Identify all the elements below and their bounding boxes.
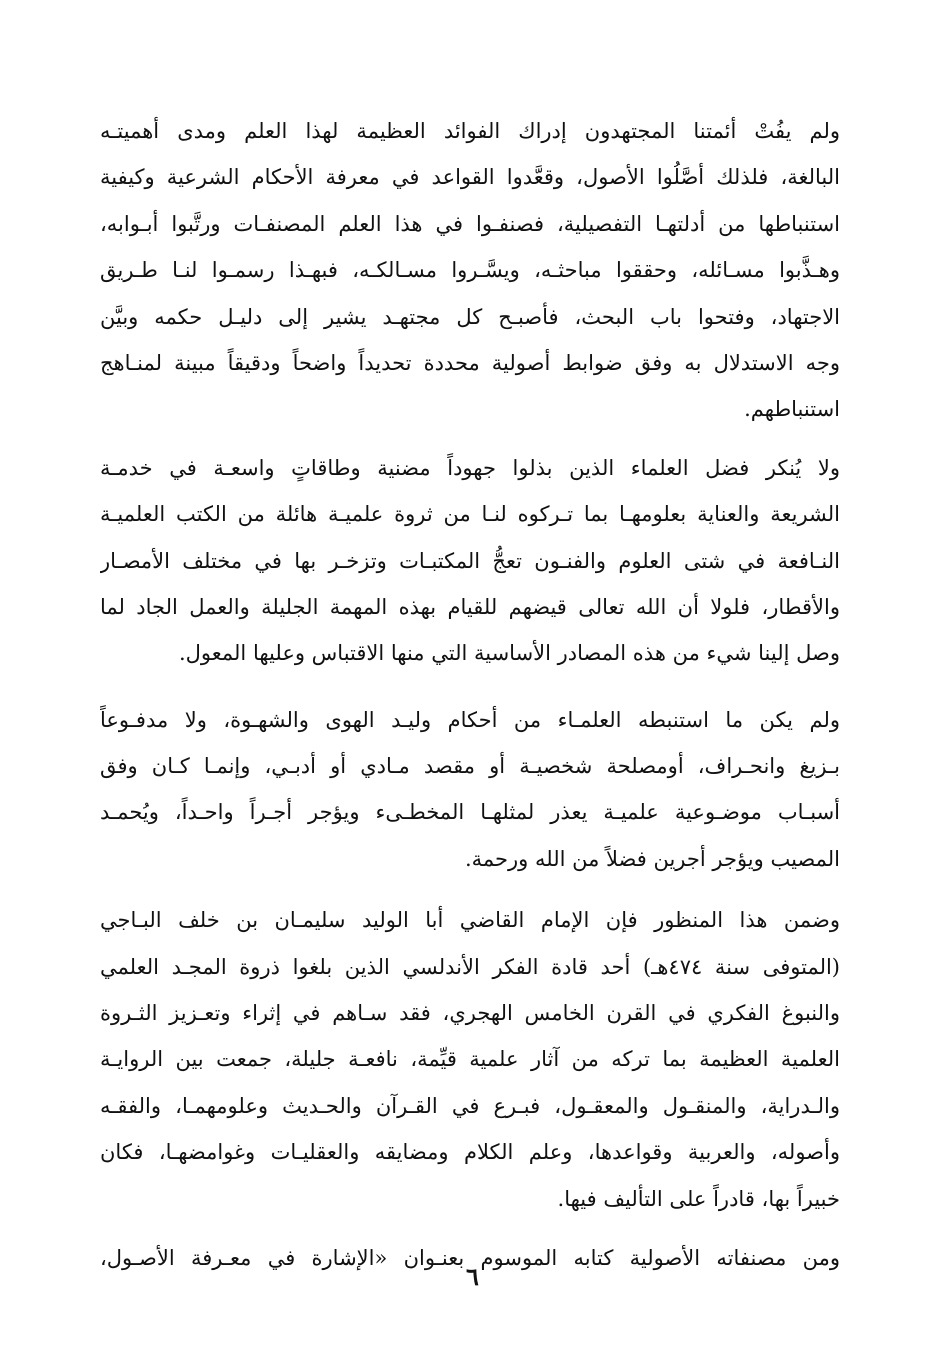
- text-line: استنباطهم.: [744, 397, 840, 422]
- text-line: استنباطها من أدلتهـا التفصيلية، فصنفـوا في هذا العلم المصنفـات ورتَّبوا أبـوابه،: [100, 211, 840, 236]
- paragraph-2: [100, 445, 840, 677]
- text-line: أسبـاب موضـوعية علميـة يعذر لمثلهـا المخطـىء ويؤجر أجـراً واحـداً، ويُحمـد: [100, 800, 840, 825]
- text-line: وجه الاستدلال به وفق ضوابط أصولية محددة تحديداً واضحاً ودقيقاً مبينة لمنـاهج: [100, 350, 840, 375]
- text-line: وهـذَّبوا مسـائله، وحققوا مباحثـه، ويسَّـروا مسـالكـه، فبهـذا رسمـوا لنـا طـريق: [100, 258, 840, 283]
- text-line: والنبوغ الفكري في القرن الخامس الهجري، فقد سـاهم في إثراء وتعـزيز الثـروة: [100, 1001, 840, 1026]
- text-line: وأصوله، والعربية وقواعدها، وعلم الكلام ومضايقه والعقليـات وغوامضهـا، فكان: [100, 1140, 840, 1165]
- text-line: العلمية العظيمة بما تركه من آثار علمية قيِّمة، نافعـة جليلة، جمعت بين الروايـة: [100, 1047, 840, 1072]
- page-body: [100, 108, 840, 1281]
- text-line: الشريعة والعناية بعلومهـا بما تـركوه لنـا من ثروة علميـة هائلة من الكتب العلميـة: [100, 502, 840, 527]
- text-line: ولم يكن ما استنبطه العلمـاء من أحكام وليـد الهوى والشهـوة، ولا مدفـوعاً: [100, 707, 840, 732]
- text-line: وصل إلينا شيء من هذه المصادر الأساسية التي منها الاقتباس وعليها المعول.: [178, 641, 840, 666]
- paragraph-1: [100, 108, 840, 433]
- text-line: وضمن هذا المنظور فإن الإمام القاضي أبا الوليد سليمـان بن خلف البـاجي: [100, 908, 840, 933]
- paragraph-3: [100, 697, 840, 883]
- text-line: المصيب ويؤجر أجرين فضلاً من الله ورحمة.: [464, 846, 840, 871]
- page-number: ٦: [466, 1262, 479, 1291]
- text-line: والـدراية، والمنقـول والمعقـول، فبـرع في القـرآن والحـديث وعلومهمـا، والفقـه: [100, 1093, 840, 1118]
- text-line: البالغة، فلذلك أصَّلُوا الأصول، وقعَّدوا القواعد في معرفة الأحكام الشرعية وكيفية: [100, 165, 840, 190]
- text-line: ومن مصنفاته الأصولية كتابه الموسوم بعنـوان «الإشارة في معـرفة الأصـول،: [100, 1245, 840, 1270]
- text-line: خبيراً بها، قادراً على التأليف فيها.: [557, 1186, 840, 1211]
- text-line: (المتوفى سنة ٤٧٤هـ) أحد قادة الفكر الأندلسي الذين بلغوا ذروة المجـد العلمي: [100, 954, 840, 979]
- paragraph-4: [100, 897, 840, 1222]
- text-line: والأقطار، فلولا أن الله تعالى قيضهم للقيام بهذه المهمة الجليلة والعمل الجاد لما: [100, 594, 840, 619]
- text-line: ولا يُنكر فضل العلماء الذين بذلوا جهوداً مضنية وطاقاتٍ واسعـة في خدمـة: [100, 455, 840, 480]
- text-line: ولم يفُتْ أئمتنا المجتهدون إدراك الفوائد العظيمة لهذا العلم ومدى أهميتـه: [100, 119, 840, 143]
- text-line: الاجتهاد، وفتحوا باب البحث، فأصبـح كل مجتهـد يشير إلى دليـل حكمه وبيَّن: [100, 304, 840, 329]
- text-line: النـافعة في شتى العلوم والفنـون تعجُّ المكتبـات وتزخـر بها في مختلف الأمصـار: [100, 548, 840, 573]
- text-line: بـزيغ وانحـراف، أومصلحة شخصيـة أو مقصد مـادي أو أدبـي، وإنمـا كـان وفق: [100, 754, 840, 779]
